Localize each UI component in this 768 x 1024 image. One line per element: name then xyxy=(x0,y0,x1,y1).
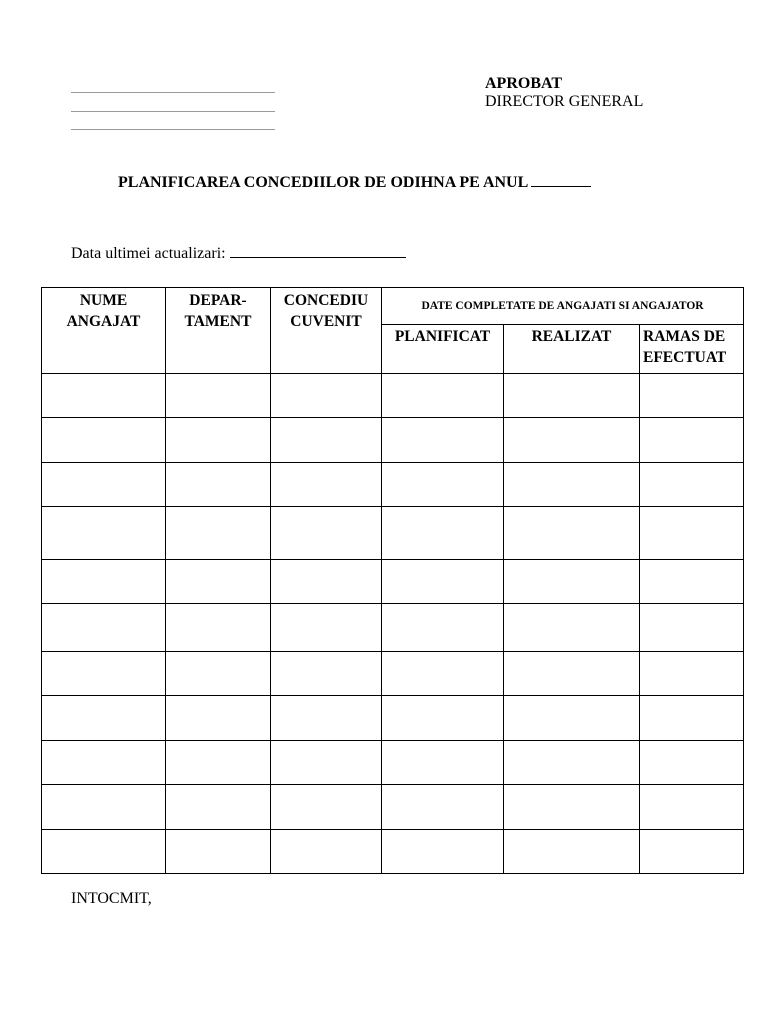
cell-name[interactable] xyxy=(42,604,166,652)
cell-department[interactable] xyxy=(166,507,271,560)
header-name: NUME ANGAJAT xyxy=(42,288,166,374)
table-row xyxy=(42,785,744,830)
cell-realized[interactable] xyxy=(504,830,640,874)
leave-planning-table xyxy=(41,287,744,874)
table-row xyxy=(42,652,744,696)
cell-remaining[interactable] xyxy=(640,604,744,652)
cell-remaining[interactable] xyxy=(640,830,744,874)
cell-planned[interactable] xyxy=(382,560,504,604)
cell-leave-due[interactable] xyxy=(271,374,382,418)
cell-remaining[interactable] xyxy=(640,652,744,696)
header-planned: PLANIFICAT xyxy=(382,325,504,374)
cell-realized[interactable] xyxy=(504,418,640,463)
cell-remaining[interactable] xyxy=(640,560,744,604)
cell-realized[interactable] xyxy=(504,696,640,741)
table-row xyxy=(42,741,744,785)
cell-leave-due[interactable] xyxy=(271,507,382,560)
cell-department[interactable] xyxy=(166,560,271,604)
cell-name[interactable] xyxy=(42,652,166,696)
cell-planned[interactable] xyxy=(382,652,504,696)
cell-name[interactable] xyxy=(42,741,166,785)
cell-leave-due[interactable] xyxy=(271,418,382,463)
cell-department[interactable] xyxy=(166,374,271,418)
prepared-by-label: INTOCMIT, xyxy=(71,890,152,907)
cell-department[interactable] xyxy=(166,418,271,463)
cell-realized[interactable] xyxy=(504,741,640,785)
document-title: PLANIFICAREA CONCEDIILOR DE ODIHNA PE ANUL xyxy=(118,174,528,191)
cell-planned[interactable] xyxy=(382,418,504,463)
cell-department[interactable] xyxy=(166,652,271,696)
header-department: DEPAR- TAMENT xyxy=(166,288,271,374)
year-blank-field[interactable] xyxy=(531,186,591,187)
cell-leave-due[interactable] xyxy=(271,652,382,696)
cell-department[interactable] xyxy=(166,696,271,741)
cell-remaining[interactable] xyxy=(640,785,744,830)
cell-leave-due[interactable] xyxy=(271,830,382,874)
cell-remaining[interactable] xyxy=(640,507,744,560)
header-realized: REALIZAT xyxy=(504,325,640,374)
cell-realized[interactable] xyxy=(504,652,640,696)
header-leave-due: CONCEDIU CUVENIT xyxy=(271,288,382,374)
cell-remaining[interactable] xyxy=(640,374,744,418)
table-row xyxy=(42,418,744,463)
table-row xyxy=(42,604,744,652)
cell-planned[interactable] xyxy=(382,696,504,741)
last-update-line xyxy=(71,245,406,263)
cell-planned[interactable] xyxy=(382,785,504,830)
last-update-blank-field[interactable] xyxy=(230,257,406,258)
cell-department[interactable] xyxy=(166,830,271,874)
cell-department[interactable] xyxy=(166,463,271,507)
table-row xyxy=(42,507,744,560)
cell-department[interactable] xyxy=(166,785,271,830)
table-row xyxy=(42,560,744,604)
cell-name[interactable] xyxy=(42,507,166,560)
last-update-label: Data ultimei actualizari: xyxy=(71,245,226,262)
cell-leave-due[interactable] xyxy=(271,560,382,604)
cell-realized[interactable] xyxy=(504,560,640,604)
cell-realized[interactable] xyxy=(504,507,640,560)
cell-planned[interactable] xyxy=(382,741,504,785)
cell-realized[interactable] xyxy=(504,785,640,830)
signature-line-1[interactable] xyxy=(71,92,275,93)
cell-remaining[interactable] xyxy=(640,418,744,463)
header-remaining: RAMAS DE EFECTUAT xyxy=(640,325,744,374)
signature-line-2[interactable] xyxy=(71,111,275,112)
cell-name[interactable] xyxy=(42,785,166,830)
cell-leave-due[interactable] xyxy=(271,604,382,652)
cell-name[interactable] xyxy=(42,560,166,604)
cell-planned[interactable] xyxy=(382,463,504,507)
cell-remaining[interactable] xyxy=(640,463,744,507)
cell-remaining[interactable] xyxy=(640,696,744,741)
cell-name[interactable] xyxy=(42,374,166,418)
cell-planned[interactable] xyxy=(382,374,504,418)
cell-realized[interactable] xyxy=(504,463,640,507)
header-group: DATE COMPLETATE DE ANGAJATI SI ANGAJATOR xyxy=(382,288,744,325)
approval-title: APROBAT xyxy=(485,75,563,92)
cell-planned[interactable] xyxy=(382,830,504,874)
cell-planned[interactable] xyxy=(382,507,504,560)
table-row xyxy=(42,463,744,507)
cell-department[interactable] xyxy=(166,741,271,785)
table-row xyxy=(42,374,744,418)
cell-realized[interactable] xyxy=(504,604,640,652)
cell-name[interactable] xyxy=(42,830,166,874)
table-row xyxy=(42,696,744,741)
cell-name[interactable] xyxy=(42,463,166,507)
cell-planned[interactable] xyxy=(382,604,504,652)
cell-realized[interactable] xyxy=(504,374,640,418)
cell-leave-due[interactable] xyxy=(271,741,382,785)
approval-block xyxy=(485,75,643,111)
cell-remaining[interactable] xyxy=(640,741,744,785)
signature-line-3[interactable] xyxy=(71,129,275,130)
table-row xyxy=(42,830,744,874)
cell-name[interactable] xyxy=(42,696,166,741)
document-title-line xyxy=(118,174,591,192)
cell-leave-due[interactable] xyxy=(271,696,382,741)
cell-name[interactable] xyxy=(42,418,166,463)
cell-leave-due[interactable] xyxy=(271,785,382,830)
cell-department[interactable] xyxy=(166,604,271,652)
approval-subtitle: DIRECTOR GENERAL xyxy=(485,93,644,110)
cell-leave-due[interactable] xyxy=(271,463,382,507)
